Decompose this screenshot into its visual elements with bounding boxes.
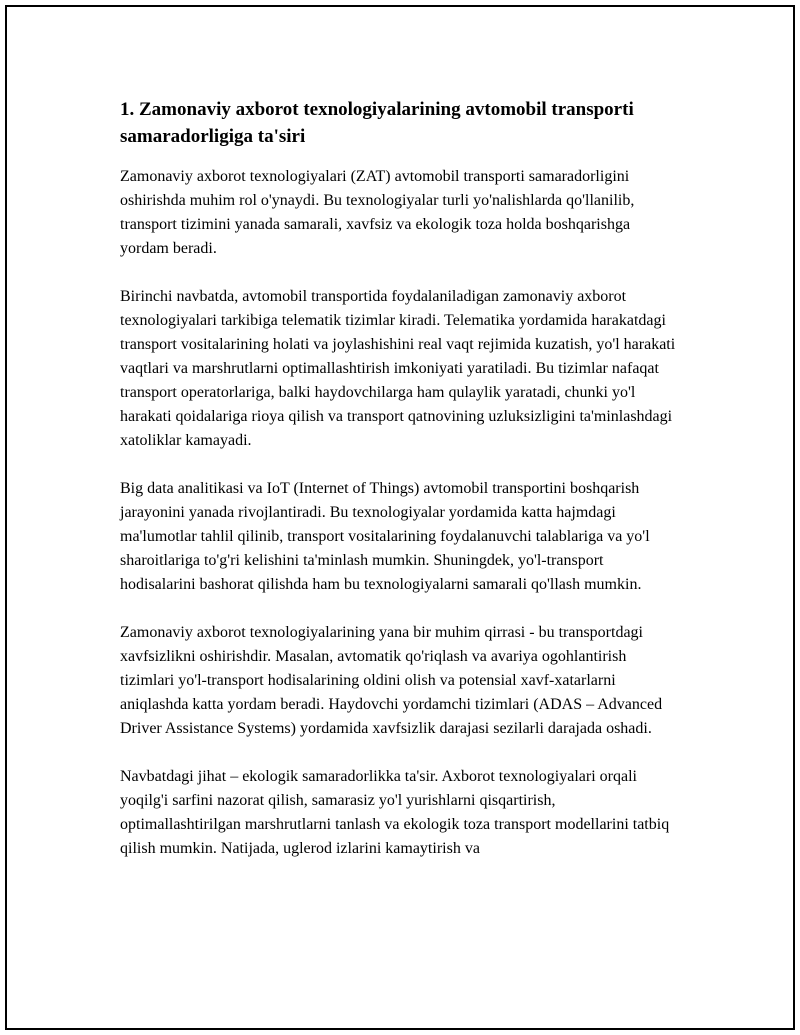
document-title: 1. Zamonaviy axborot texnologiyalarining avtomobil transporti samaradorligiga ta'siri [120, 99, 634, 147]
document-body [120, 96, 680, 885]
paragraph-telematics: Birinchi navbatda, avtomobil transportida foydalaniladigan zamonaviy axborot texnologiyalari tarkibiga telematik tizimlar kiradi. Telematika yordamida harakatdagi transport vositalarining holati va joylashishini real vaqt rejimida kuzatish, yo'l harakati vaqtlari va marshrutlarni optimallashtirish imkoniyati yaratiladi. Bu tizimlar nafaqat transport operatorlariga, balki haydovchilarga ham qulaylik yaratadi, chunki yo'l harakati qoidalariga rioya qilish va transport qatnovining uzluksizligini ta'minlashdagi xatoliklar kamayadi. [120, 288, 676, 449]
paragraph-safety: Zamonaviy axborot texnologiyalarining yana bir muhim qirrasi - bu transportdagi xavfsizlikni oshirishdir. Masalan, avtomatik qo'riqlash va avariya ogohlantirish tizimlari yo'l-transport hodisalarining oldini olish va potensial xavf-xatarlarni aniqlashda katta yordam beradi. Haydovchi yordamchi tizimlari (ADAS – Advanced Driver Assistance Systems) yordamida xavfsizlik darajasi sezilarli darajada oshadi. [120, 624, 663, 737]
paragraph-ecology: Navbatdagi jihat – ekologik samaradorlikka ta'sir. Axborot texnologiyalari orqali yoqilg'i sarfini nazorat qilish, samarasiz yo'l yurishlarni qisqartirish, optimallashtirilgan marshrutlarni tanlash va ekologik toza transport modellarini tatbiq qilish mumkin. Natijada, uglerod izlarini kamaytirish va [120, 768, 670, 857]
paragraph-intro: Zamonaviy axborot texnologiyalari (ZAT) avtomobil transporti samaradorligini oshirishda muhim rol o'ynaydi. Bu texnologiyalar turli yo'nalishlarda qo'llanilib, transport tizimini yanada samarali, xavfsiz va ekologik toza holda boshqarishga yordam beradi. [120, 168, 635, 257]
page-frame [5, 5, 795, 1030]
paragraph-big-data: Big data analitikasi va IoT (Internet of Things) avtomobil transportini boshqarish jarayonini yanada rivojlantiradi. Bu texnologiyalar yordamida katta hajmdagi ma'lumotlar tahlil qilinib, transport vositalarining foydalanuvchi talablariga va yo'l sharoitlariga to'g'ri kelishini ta'minlash mumkin. Shuningdek, yo'l-transport hodisalarini bashorat qilishda ham bu texnologiyalarni samarali qo'llash mumkin. [120, 480, 650, 593]
